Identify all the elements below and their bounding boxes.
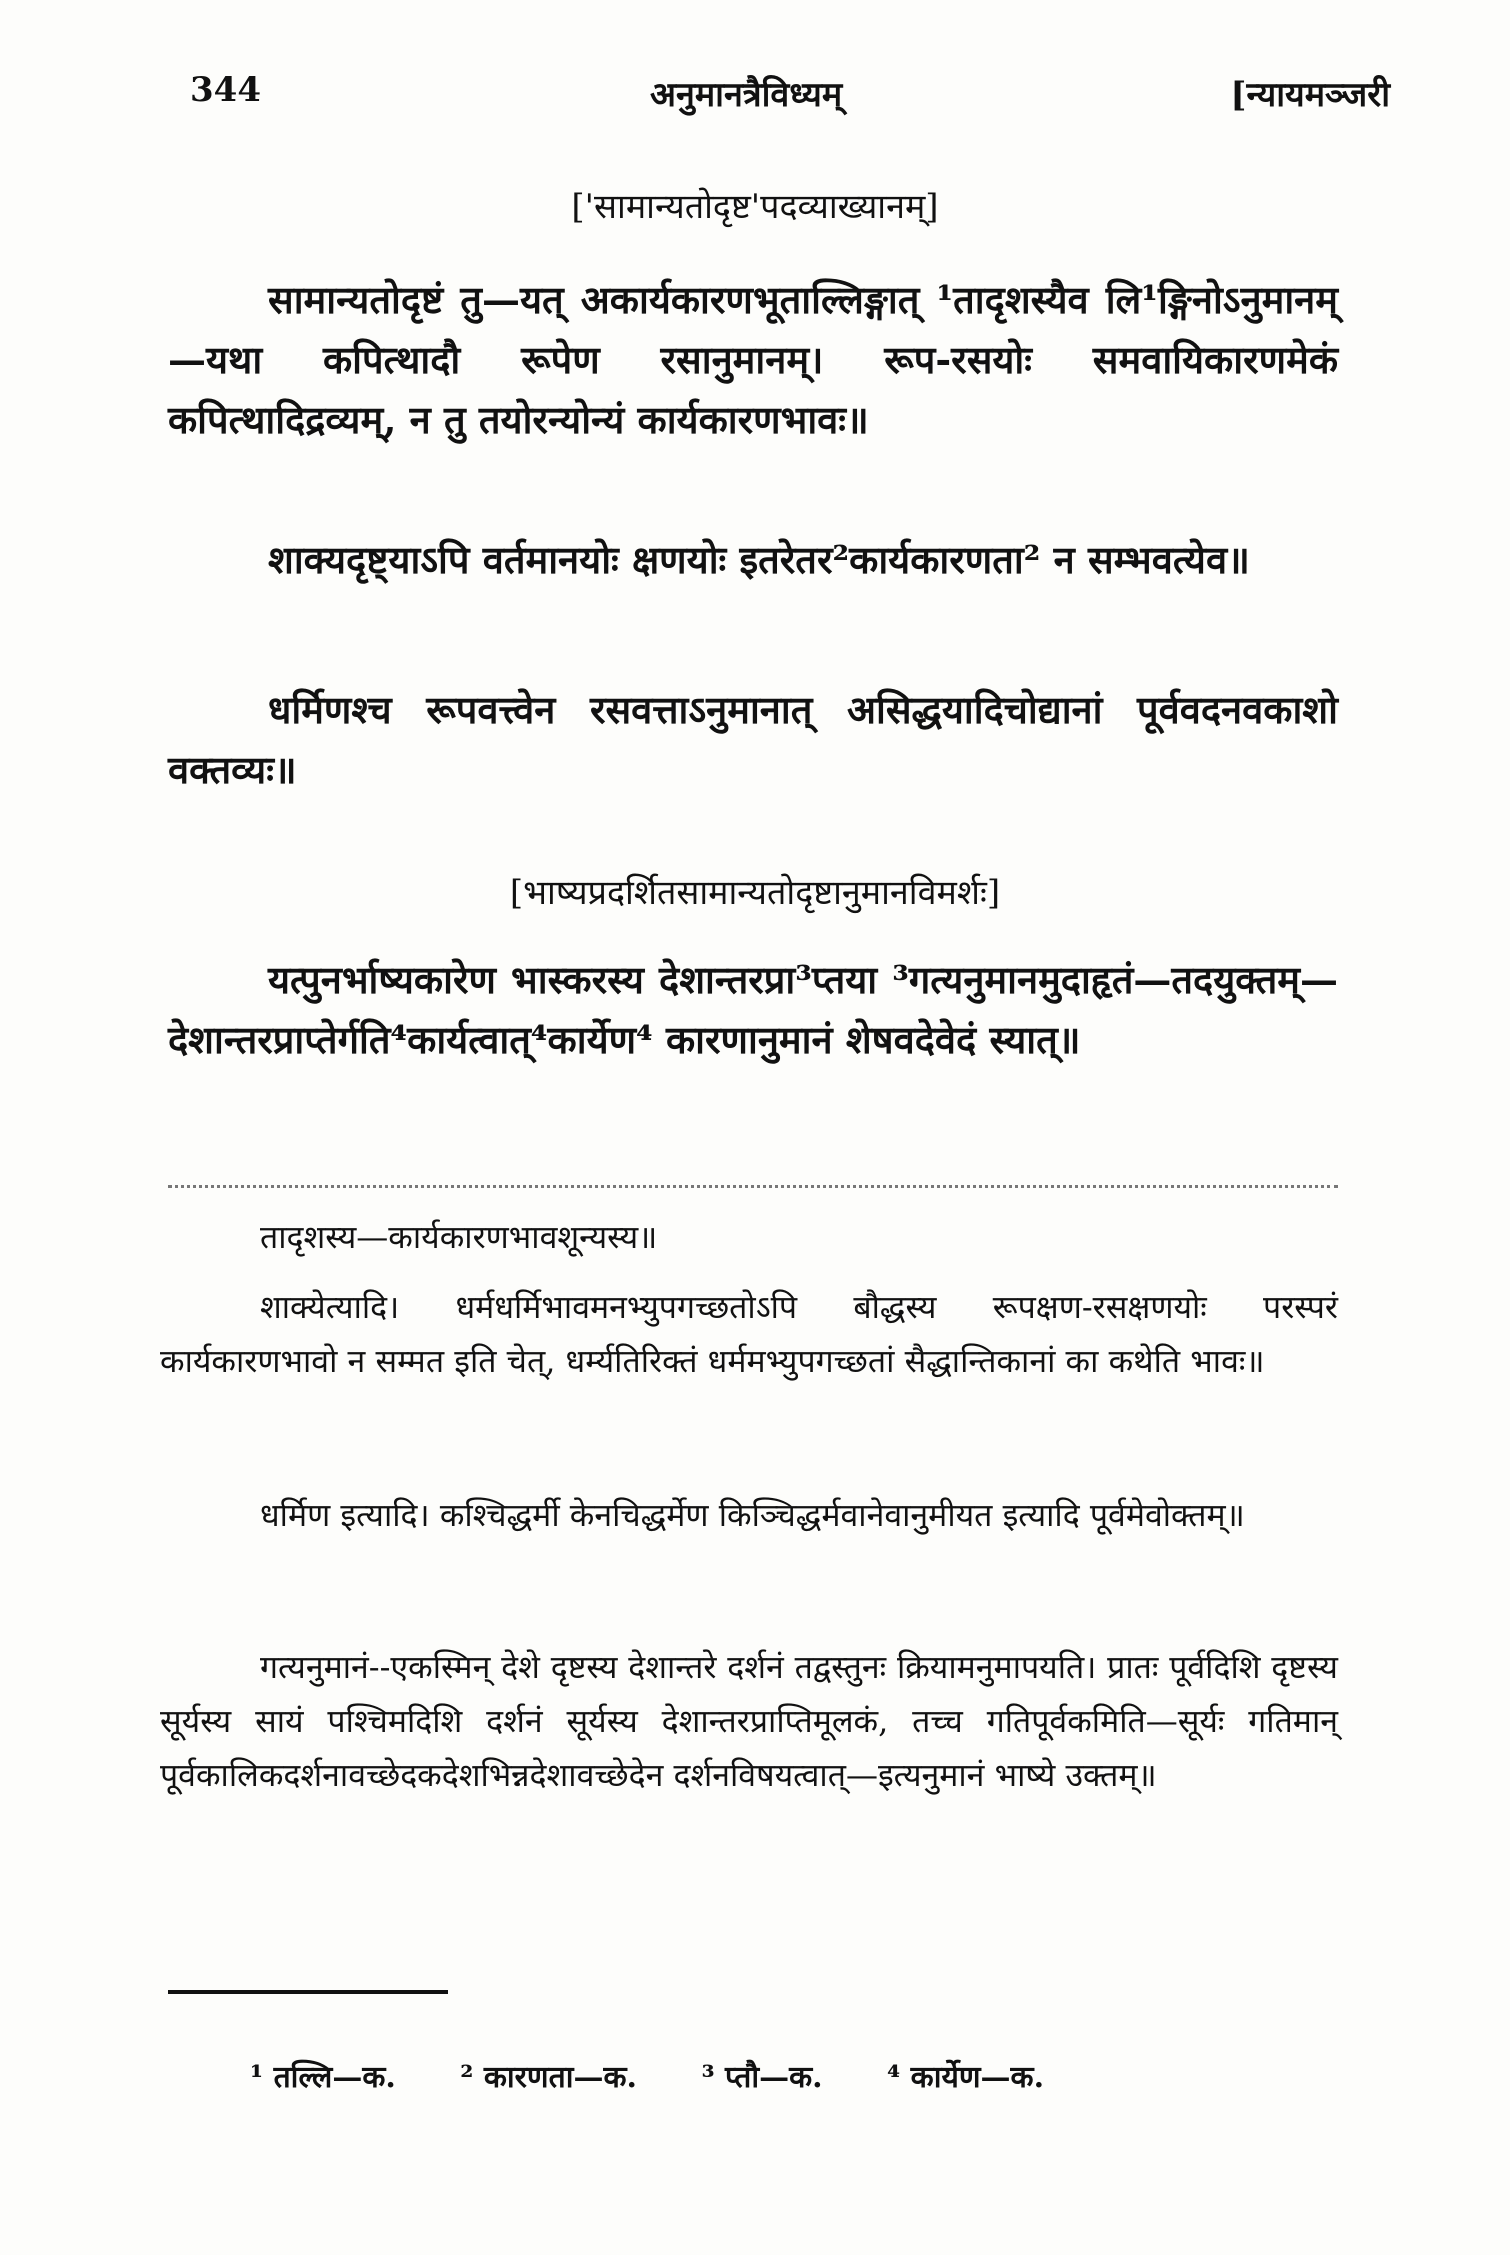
- page-header: [190, 70, 1390, 130]
- main-paragraph-3: धर्मिणश्च रूपवत्त्वेन रसवत्ताऽनुमानात् असिद्धयादिचोद्यानां पूर्ववदनवकाशो वक्तव्यः॥: [168, 687, 1338, 792]
- text-commentary-divider: [168, 1185, 1338, 1188]
- footnote-3: ³ प्तौ—क.: [701, 2060, 823, 2095]
- footnotes: [250, 2055, 1250, 2096]
- commentary-3: धर्मिण इत्यादि। कश्चिद्धर्मी केनचिद्धर्मेण किञ्चिद्धर्मवानेवानुमीयत इत्यादि पूर्वमेवोक्तम्॥: [260, 1496, 1245, 1534]
- main-paragraph-2: शाक्यदृष्ट्याऽपि वर्तमानयोः क्षणयोः इतरेतर²कार्यकारणता² न सम्भवत्येव॥: [268, 537, 1250, 582]
- footnote-2: ² कारणता—क.: [460, 2060, 637, 2095]
- commentary-1: तादृशस्य—कार्यकारणभावशून्यस्य॥: [260, 1218, 658, 1256]
- footnote-4: ⁴ कार्येण—क.: [887, 2060, 1045, 2095]
- book-title: [न्यायमञ्जरी: [1230, 75, 1390, 115]
- page-number: 344: [190, 70, 261, 110]
- section-heading-1: ['सामान्यतोदृष्ट'पदव्याख्यानम्]: [571, 187, 939, 227]
- footnote-divider: [168, 1990, 448, 1994]
- commentary-2: शाक्येत्यादि। धर्मधर्मिभावमनभ्युपगच्छतोऽपि बौद्धस्य रूपक्षण-रसक्षणयोः परस्परं कार्यकारणभावो न सम्मत इति चेत्, धर्म्यतिरिक्तं धर्ममभ्युपगच्छतां सैद्धान्तिकानां का कथेति भावः॥: [160, 1288, 1338, 1380]
- main-paragraph-1: सामान्यतोदृष्टं तु—यत् अकार्यकारणभूताल्लिङ्गात् ¹तादृशस्यैव लि¹ङ्गिनोऽनुमानम्—यथा कपित्थादौ रूपेण रसानुमानम्। रूप-रसयोः समवायिकारणमेकं कपित्थादिद्रव्यम्, न तु तयोरन्योन्यं कार्यकारणभावः॥: [168, 277, 1338, 442]
- footnote-1: ¹ तल्लि—क.: [250, 2060, 396, 2095]
- commentary-4: गत्यनुमानं--एकस्मिन् देशे दृष्टस्य देशान्तरे दर्शनं तद्वस्तुनः क्रियामनुमापयति। प्रातः पूर्वदिशि दृष्टस्य सूर्यस्य सायं पश्चिमदिशि दर्शनं सूर्यस्य देशान्तरप्राप्तिमूलकं, तच्च गतिपूर्वकमिति—सूर्यः गतिमान् पूर्वकालिकदर्शनावच्छेदकदेशभिन्नदेशावच्छेदेन दर्शनविषयत्वात्—इत्यनुमानं भाष्ये उक्तम्॥: [160, 1648, 1338, 1794]
- main-paragraph-4: यत्पुनर्भाष्यकारेण भास्करस्य देशान्तरप्रा³प्तया ³गत्यनुमानमुदाहृतं—तदयुक्तम्—देशान्तरप्राप्तेर्गति⁴कार्यत्वात्⁴कार्येण⁴ कारणानुमानं शेषवदेवेदं स्यात्॥: [168, 957, 1338, 1062]
- chapter-title: अनुमानत्रैविध्यम्: [650, 75, 843, 115]
- section-heading-2: [भाष्यप्रदर्शितसामान्यतोदृष्टानुमानविमर्शः]: [509, 873, 1001, 913]
